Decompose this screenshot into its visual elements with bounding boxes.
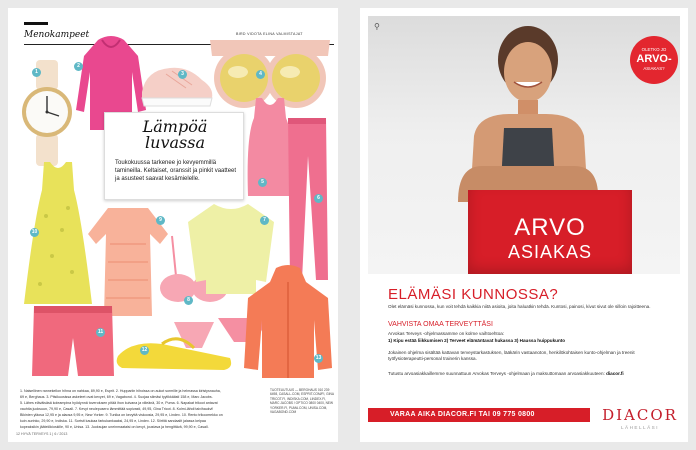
product-badge-10: 10 xyxy=(31,229,38,235)
retailer-addresses: TUOTEUUTUUS — BERGHAUS 010 239 6498, CASALL.COM, ESPRIT.COM/FI, GINA TRICOT.FI, INDISKA.COM, LINDEX.FI, MARC JACOBS / OPTICO 0800 0400, NEW YORKER.FI, PUMA.COM, UNISA.COM, VAGABOND.COM xyxy=(270,388,334,415)
pink-shorts-image xyxy=(30,304,116,380)
ad-photo xyxy=(368,16,680,274)
headline xyxy=(105,119,245,151)
ad-paragraph-4 xyxy=(388,371,670,377)
page-folio: 12 HYVÄ TERVEYS 1 | 6 / 2013 xyxy=(16,432,68,436)
diacor-logo: DIACOR xyxy=(602,406,678,424)
badge-line-3: ASIAKAS? xyxy=(643,66,665,71)
headline-intro: Toukokuussa tarkenee jo kevyemmillä tamineilla. Keltaiset, oranssit ja pinkit vaatteet ja asusteet saavat kesämielelle. xyxy=(115,160,237,182)
cube-text-arvo: ARVO xyxy=(514,214,586,241)
booking-cta-bar[interactable]: VARAA AIKA DIACOR.FI TAI 09 775 0800 xyxy=(368,408,590,422)
product-badge-4: 4 xyxy=(256,70,265,79)
headline-box xyxy=(104,112,244,200)
ad-paragraph-3: Jokainen ohjelma sisältää kattavan terveystarkastuksen, lääkärin vastaanoton, henkilökohtaisen kunto-ohjelman ja treenit työfysioterapeutti-personal trainerin kanssa. xyxy=(388,350,635,362)
ad-paragraph-2 xyxy=(388,338,670,344)
tag-icon: ⚲ xyxy=(374,22,380,31)
ad-heading: ELÄMÄSI KUNNOSSA? xyxy=(388,286,559,303)
photo-credit: BIRD VIDOTA ELINA VALMISTAJAT xyxy=(236,32,303,36)
product-badge-6: 6 xyxy=(314,194,323,203)
product-badge-1: 1 xyxy=(32,68,41,77)
product-badge-5: 5 xyxy=(258,178,267,187)
lace-sneaker-image xyxy=(136,58,216,110)
headline-line-1: Lämpöä xyxy=(142,117,208,136)
diacor-link[interactable]: diacor.fi xyxy=(606,371,624,376)
product-badge-8: 8 xyxy=(184,296,193,305)
section-rule xyxy=(24,22,48,25)
caption-line: vauhtia juoksuun, 79,90 e, Casall. 7. Kevyt neulepusero lämmittää sopivasti, 49,95, Gina Tricot. 8. Kolmi-lähdi taivihaukvi! xyxy=(20,407,214,411)
pink-leggings-image xyxy=(282,116,332,282)
cube-text-asiakas: ASIAKAS xyxy=(507,242,593,262)
product-badge-2: 2 xyxy=(74,62,83,71)
badge-line-2: ARVO- xyxy=(636,53,672,65)
product-badge-12: 12 xyxy=(141,347,148,353)
caption-line: 69 e, Berghaus. 3. Pitsikuosissa askeleet ovat kevyet, 69 e, Vagabond. 4. Suojaa silmäsi tyylikkäästi 158 e, Marc Jacobs. xyxy=(20,395,213,399)
red-cube xyxy=(468,190,632,274)
orange-running-jacket-image xyxy=(242,264,334,382)
section-title: Menokampeet xyxy=(24,30,90,40)
product-badge-13: 13 xyxy=(315,355,322,361)
arvo-asiakas-badge[interactable] xyxy=(630,36,678,84)
product-badge-11: 11 xyxy=(97,329,104,335)
badge-line-1: OLETKO JO xyxy=(641,47,667,52)
left-page xyxy=(8,8,338,442)
ad-paragraph-1: Arvokas Terveys -ohjelmassamme on kolme vaihtoehtoa: xyxy=(388,331,505,336)
ad-intro: Olet elämäsi kunnossa, kun voit tehdä kaikkia niitä asioita, joita haluatkin tehdä. Kuntosi, painosi, kivut sivut ole silloin rajoitteena. xyxy=(388,304,651,309)
product-badge-9: 9 xyxy=(156,216,165,225)
caption-line: kopeaksikin jäätelökioskille, 90 e, Unisa. 13. Juoksujan uneinmaataisi on kevyt, joustava ja hengittävä, 99,90 e, Casall. xyxy=(20,425,209,429)
diacor-tagline: LÄHELLÄSI xyxy=(620,425,659,430)
right-page-ad xyxy=(360,8,688,442)
product-caption xyxy=(20,388,266,430)
caption-line: Bikinien yläosa 12,95 e ja alaosa 9,95 e, New Yorker. 9. Tunika on kevyttä viskoosia, 29,95 e, Lindex. 10. Rento trikoomekko on xyxy=(20,413,223,417)
headline-line-2: luvassa xyxy=(145,133,205,152)
caption-line: 5. Lähes eläväisäsä koleampina hyödynnä toverolusen pitää ihon kuivana ja viileänä, 30 e, Puma. 6. Napakat trikoot antavat xyxy=(20,401,218,405)
product-badge-3: 3 xyxy=(178,70,187,79)
caption-line: kuin aurinko, 29,90 e, Indiska. 11. Sortsit kaukaa farkukankaaksi, 24,95 e, Lindex. 12. Siirtitä sandaalit jalassa kelpaa xyxy=(20,419,206,423)
ad-paragraph-4-text: Tutustu arvoasiakkaillemme suunnattuun Arvokas Terveys -ohjelmaan ja maksuttomaan arvoasiakkuuteen: xyxy=(388,371,605,376)
ad-subheading: VAHVISTA OMAA TERVEYTTÄSI xyxy=(388,321,493,328)
caption-line: 1. Naisellinen rannekellon hihna on nahkaa, 89,90 e, Esprit. 2. Huppariin hihoissa on aukot sormille ja helmassa kiristysnauha, xyxy=(20,389,221,393)
product-badge-7: 7 xyxy=(260,216,269,225)
program-options: 1) Kipu estää liikkumisen 2) Terveet elämäntavat hukassa 3) Haussa huippukunto xyxy=(388,338,566,343)
